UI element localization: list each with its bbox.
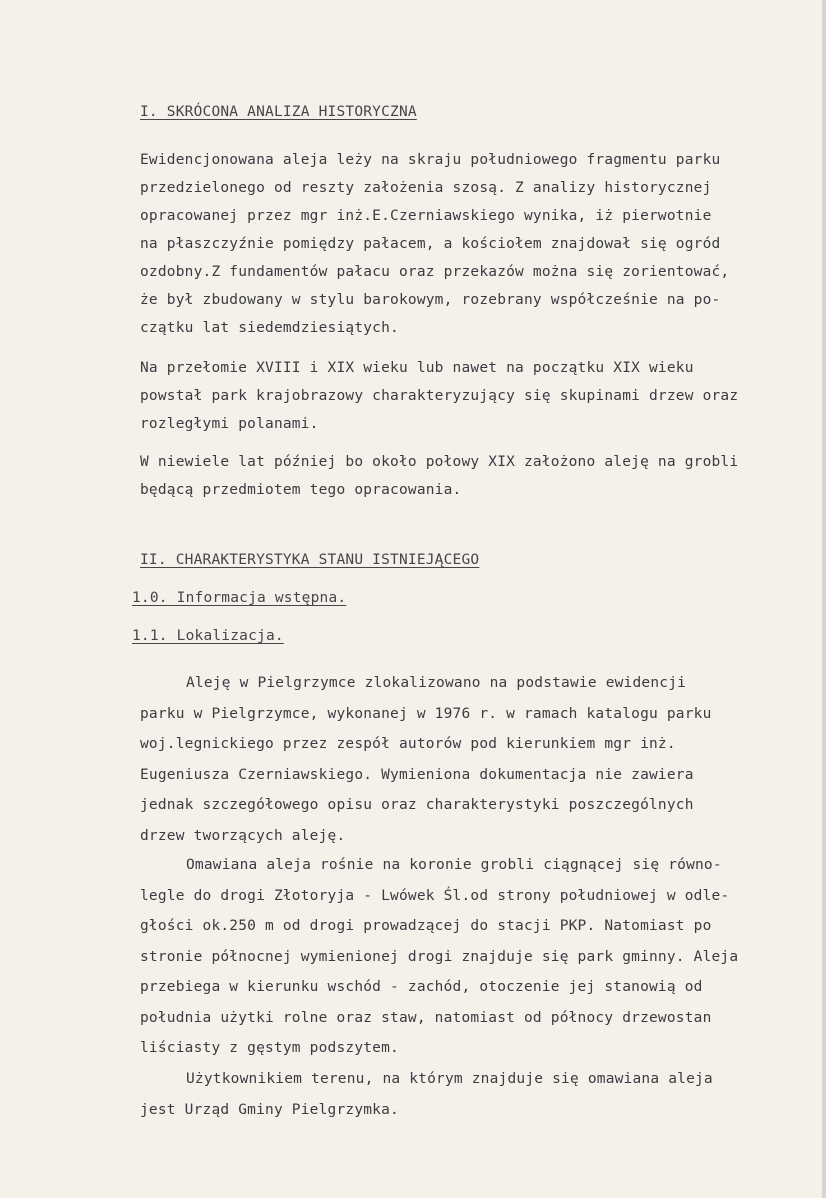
text-line: woj.legnickiego przez zespół autorów pod kierunkiem mgr inż. — [140, 736, 676, 752]
text-line: legle do drogi Złotoryja - Lwówek Śl.od strony południowej w odle- — [140, 887, 730, 904]
text-line: Ewidencjonowana aleja leży na skraju południowego fragmentu parku — [140, 152, 721, 168]
text-line: czątku lat siedemdziesiątych. — [140, 320, 399, 336]
text-line: ozdobny.Z fundamentów pałacu oraz przekazów można się zorientować, — [140, 264, 730, 280]
subsection-1-1-heading: 1.1. Lokalizacja. — [132, 628, 284, 644]
text-line: stronie północnej wymienionej drogi znajduje się park gminny. Aleja — [140, 948, 739, 965]
history-paragraph — [140, 146, 729, 342]
text-line: że był zbudowany w stylu barokowym, rozebrany współcześnie na po- — [140, 292, 721, 308]
text-line: przebiega w kierunku wschód - zachód, otoczenie jej stanowią od — [140, 979, 703, 995]
text-line: Na przełomie XVIII i XIX wieku lub nawet na początku XIX wieku — [140, 360, 694, 376]
text-line: przedzielonego od reszty założenia szosą. Z analizy historycznej — [140, 180, 712, 196]
text-line: jednak szczegółowego opisu oraz charakterystyki poszczególnych — [140, 797, 694, 813]
text-line: południa użytki rolne oraz staw, natomiast od północy drzewostan — [140, 1009, 712, 1026]
surroundings-paragraph — [140, 850, 738, 1064]
text-line: powstał park krajobrazowy charakteryzujący się skupinami drzew oraz — [140, 388, 739, 404]
alley-founding-paragraph — [140, 448, 738, 504]
text-line: Omawiana aleja rośnie na koronie grobli ciągnącej się równo- — [186, 857, 722, 873]
text-line: głości ok.250 m od drogi prowadzącej do stacji PKP. Natomiast po — [140, 918, 712, 934]
section-1-heading: I. SKRÓCONA ANALIZA HISTORYCZNA — [140, 104, 417, 120]
land-user-paragraph — [140, 1064, 713, 1125]
text-line: na płaszczyźnie pomiędzy pałacem, a kościołem znajdował się ogród — [140, 236, 721, 252]
park-paragraph — [140, 354, 738, 438]
subsection-1-0-heading: 1.0. Informacja wstępna. — [132, 590, 347, 606]
text-line: W niewiele lat później bo około połowy XIX założono aleję na grobli — [140, 454, 739, 470]
text-line: opracowanej przez mgr inż.E.Czerniawskiego wynika, iż pierwotnie — [140, 208, 712, 224]
text-line: rozległymi polanami. — [140, 416, 319, 432]
text-line: Użytkownikiem terenu, na którym znajduje się omawiana aleja — [186, 1071, 713, 1087]
text-line: będącą przedmiotem tego opracowania. — [140, 482, 462, 498]
section-2-heading: II. CHARAKTERYSTYKA STANU ISTNIEJĄCEGO — [140, 552, 480, 568]
text-line: drzew tworzących aleję. — [140, 827, 346, 844]
text-line: liściasty z gęstym podszytem. — [140, 1040, 399, 1056]
text-line: parku w Pielgrzymce, wykonanej w 1976 r. w ramach katalogu parku — [140, 705, 712, 722]
text-line: Aleję w Pielgrzymce zlokalizowano na podstawie ewidencji — [186, 675, 687, 691]
location-paragraph — [140, 668, 712, 851]
text-line: Eugeniusza Czerniawskiego. Wymieniona dokumentacja nie zawiera — [140, 766, 694, 783]
page-edge — [822, 0, 826, 1198]
text-line: jest Urząd Gminy Pielgrzymka. — [140, 1101, 399, 1118]
